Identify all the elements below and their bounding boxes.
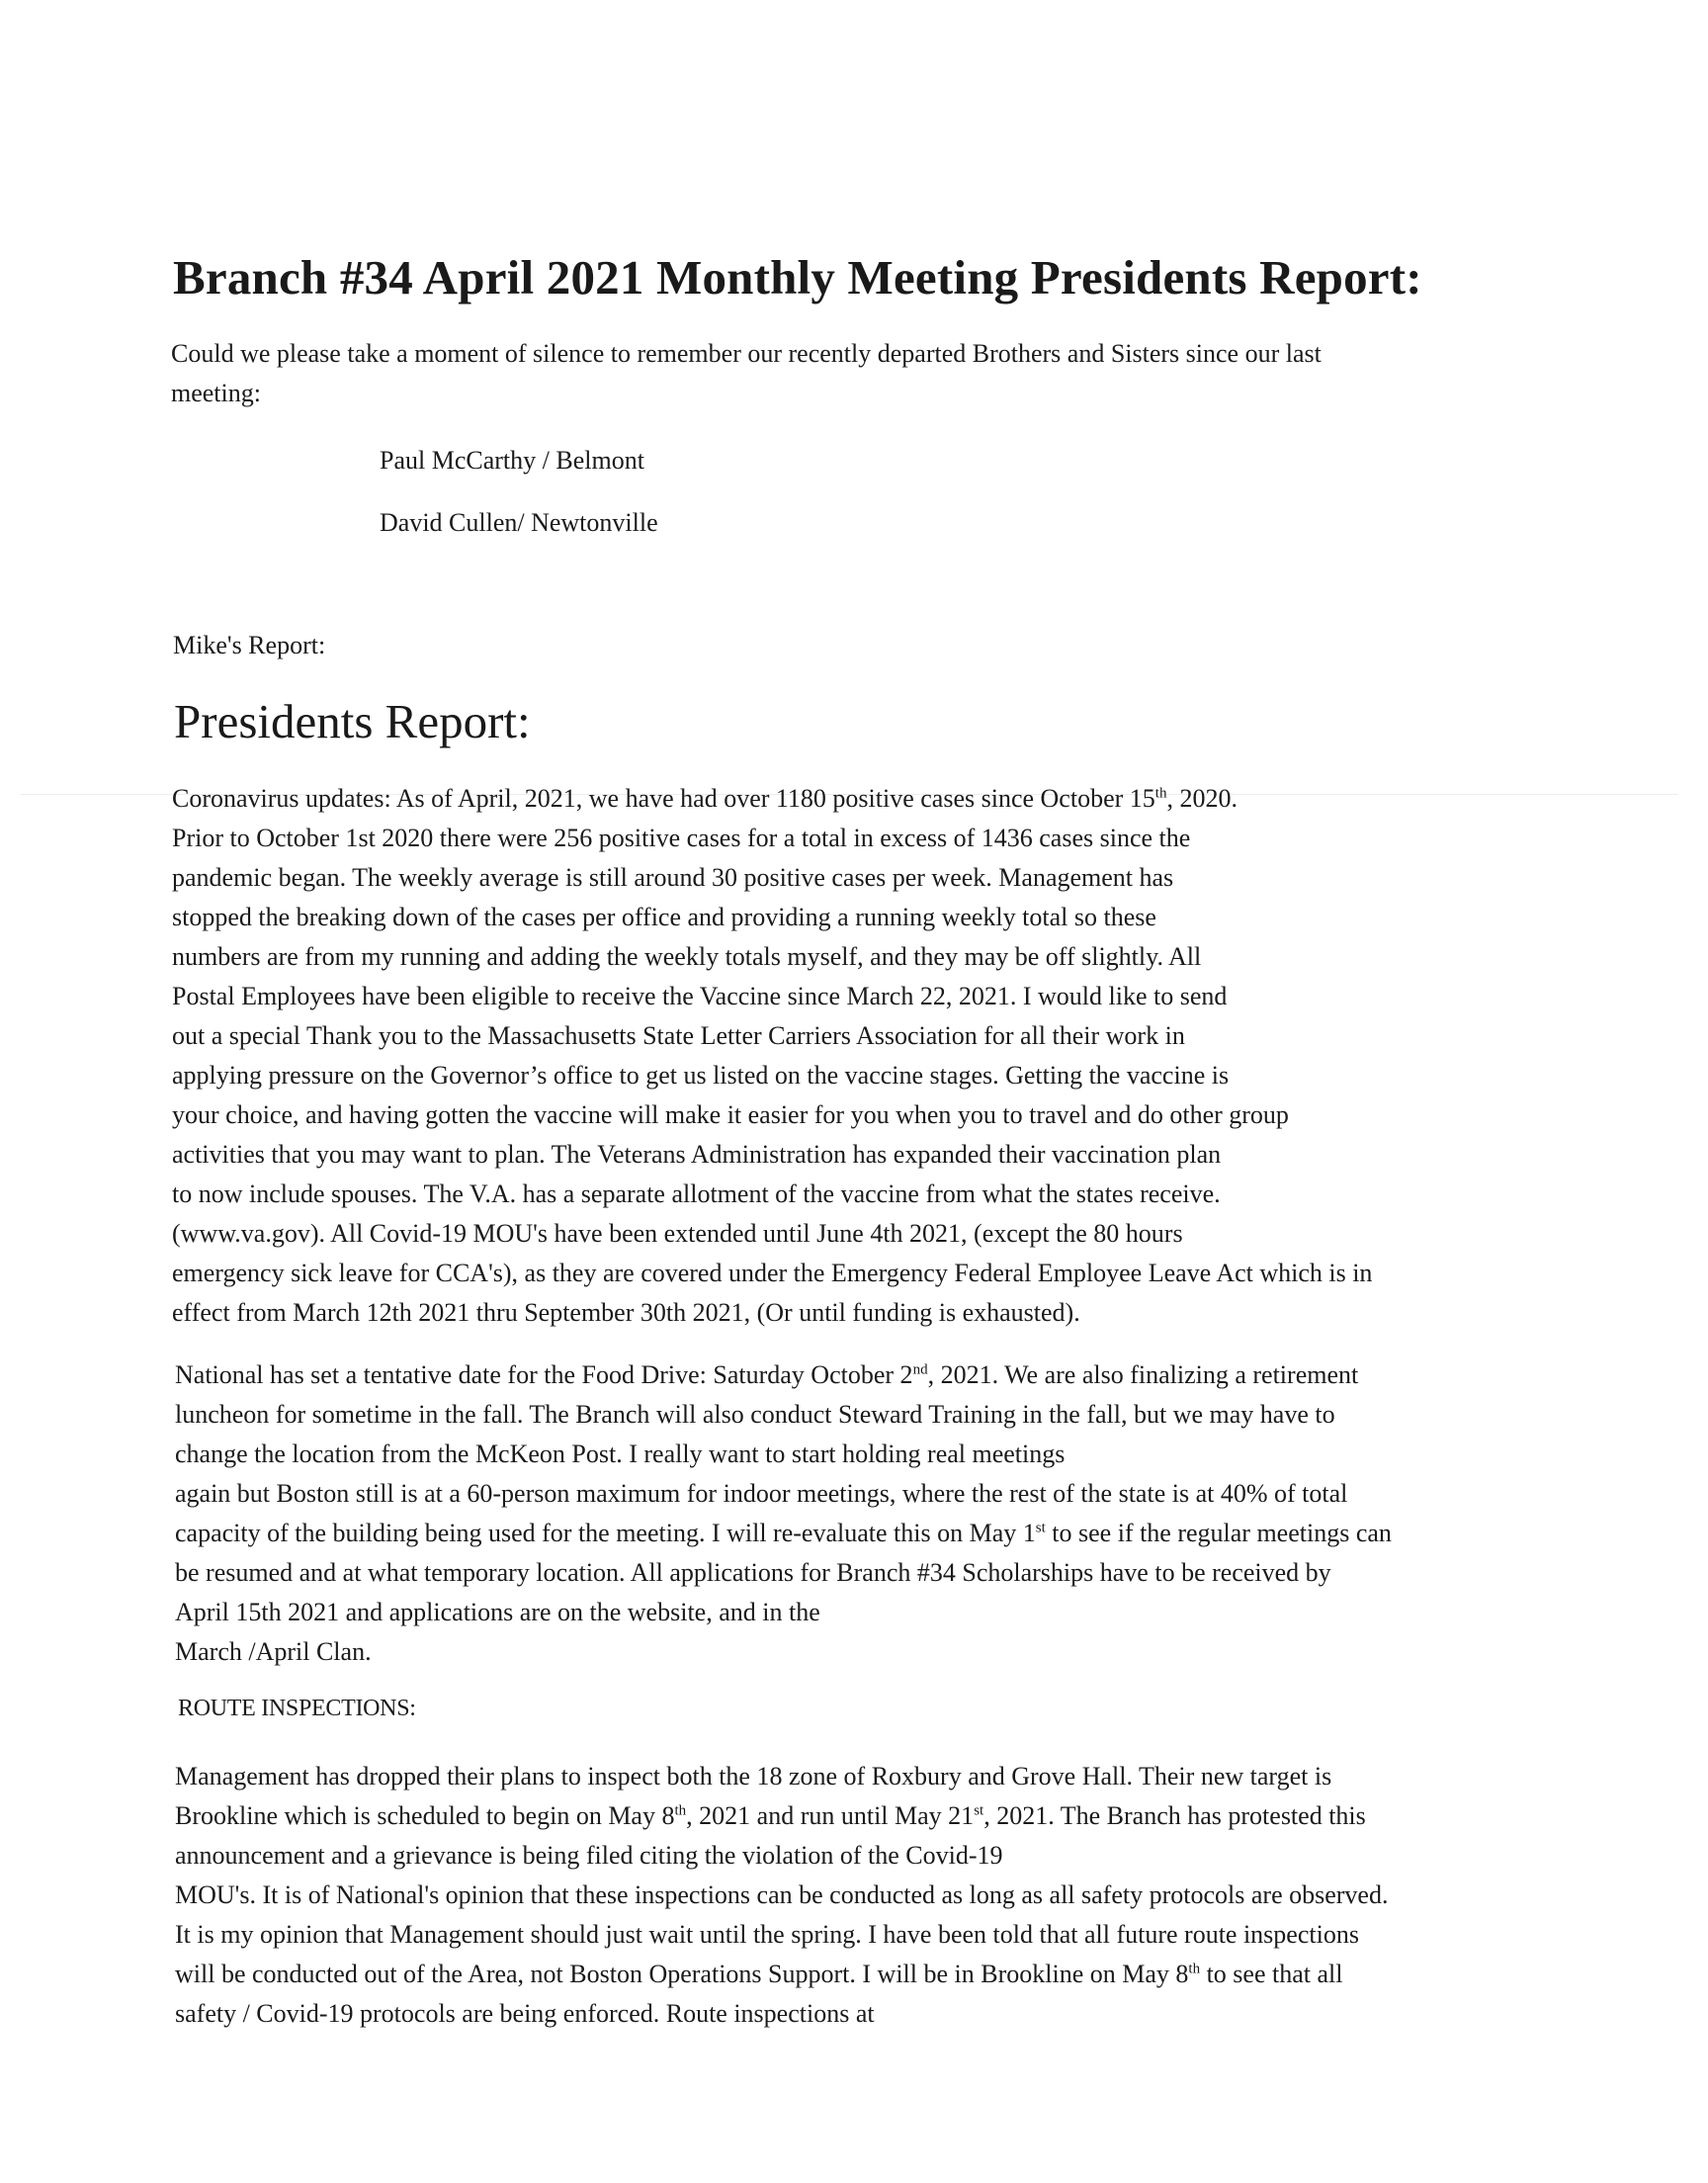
line-text: applying pressure on the Governor’s office to get us listed on the vaccine stages. Getting the vaccine is [172,1061,1230,1090]
report-title: Branch #34 April 2021 Monthly Meeting Presidents Report: [173,250,1422,305]
line-text: to now include spouses. The V.A. has a separate allotment of the vaccine from what the states receive. [172,1179,1221,1208]
paragraph-line [172,1293,1372,1333]
paragraph-line [172,1175,1372,1214]
line-text: pandemic began. The weekly average is still around 30 positive cases per week. Management has [172,863,1174,892]
line-text: emergency sick leave for CCA's), as they are covered under the Emergency Federal Employee Leave Act which is in [172,1259,1373,1287]
silence-paragraph [171,334,1322,413]
ordinal-suffix: th [1154,785,1167,802]
ordinal-suffix: nd [912,1361,928,1378]
line-text: again but Boston still is at a 60-person maximum for indoor meetings, where the rest of the state is at 40% of total [175,1479,1348,1508]
line-text: be resumed and at what temporary location. All applications for Branch #34 Scholarships have to be received by [175,1558,1331,1587]
paragraph-line [175,1474,1392,1514]
line-text: luncheon for sometime in the fall. The Branch will also conduct Steward Training in the fall, but we may have to [175,1400,1335,1429]
line-text: National has set a tentative date for the Food Drive: Saturday October 2 [175,1360,913,1389]
line-text: change the location from the McKeon Post. I really want to start holding real meetings [175,1440,1066,1468]
paragraph-line [172,977,1372,1016]
line-text: , 2021 and run until May 21 [686,1801,975,1830]
food-drive-paragraph [175,1355,1392,1672]
departed-name: Paul McCarthy / Belmont [380,446,644,475]
line-text: stopped the breaking down of the cases per office and providing a running weekly total so these [172,903,1156,931]
paragraph-line [175,1836,1388,1876]
paragraph-line [175,1395,1392,1435]
mikes-report-label: Mike's Report: [173,631,326,659]
paragraph-line [172,1056,1372,1095]
paragraph-line [172,937,1372,977]
paragraph-line [175,1514,1392,1553]
paragraph-line [175,1593,1392,1632]
line-text: out a special Thank you to the Massachusetts State Letter Carriers Association for all their work in [172,1021,1185,1050]
ordinal-suffix: st [1035,1520,1046,1536]
ordinal-suffix: th [1188,1961,1201,1977]
line-text: to see that all [1200,1960,1343,1988]
paragraph-line [172,779,1372,819]
line-text: to see if the regular meetings can [1045,1519,1392,1547]
line-text: will be conducted out of the Area, not Boston Operations Support. I will be in Brookline on May 8 [175,1960,1189,1988]
line-text: capacity of the building being used for the meeting. I will re-evaluate this on May 1 [175,1519,1036,1547]
line-text: MOU's. It is of National's opinion that these inspections can be conducted as long as all safety protocols are observed. [175,1880,1389,1909]
line-text: Management has dropped their plans to inspect both the 18 zone of Roxbury and Grove Hall. Their new target is [175,1762,1332,1790]
paragraph-line [175,1435,1392,1474]
line-text: announcement and a grievance is being filed citing the violation of the Covid-19 [175,1841,1003,1870]
paragraph-line [175,1915,1388,1955]
line-text: , 2021. We are also finalizing a retirement [927,1360,1359,1389]
paragraph-line [172,819,1372,858]
line-text: effect from March 12th 2021 thru September 30th 2021, (Or until funding is exhausted). [172,1298,1080,1327]
line-text: Postal Employees have been eligible to receive the Vaccine since March 22, 2021. I would like to send [172,982,1228,1010]
silence-line: meeting: [171,379,261,407]
ordinal-suffix: st [974,1802,984,1819]
paragraph-line [175,1796,1388,1836]
line-text: Prior to October 1st 2020 there were 256 positive cases for a total in excess of 1436 cases since the [172,824,1191,852]
line-text: March /April Clan. [175,1637,372,1666]
paragraph-line [175,1355,1392,1395]
route-inspections-paragraph [175,1757,1388,2034]
section-title: Presidents Report: [174,694,531,748]
ordinal-suffix: th [674,1802,687,1819]
route-inspections-heading: ROUTE INSPECTIONS: [178,1696,416,1721]
line-text: numbers are from my running and adding the weekly totals myself, and they may be off slightly. All [172,942,1202,971]
paragraph-line [175,1994,1388,2034]
line-text: (www.va.gov). All Covid-19 MOU's have been extended until June 4th 2021, (except the 80 hours [172,1219,1183,1248]
paragraph-line [172,898,1372,937]
departed-list [380,441,658,543]
paragraph-line [172,1095,1372,1135]
paragraph-line [175,1955,1388,1994]
paragraph-line [175,1632,1392,1672]
silence-line: Could we please take a moment of silence to remember our recently departed Brothers and Sisters since our last [171,339,1322,368]
line-text: , 2020. [1166,784,1238,813]
line-text: It is my opinion that Management should just wait until the spring. I have been told that all future route inspections [175,1920,1359,1949]
paragraph-line [175,1757,1388,1796]
line-text: Coronavirus updates: As of April, 2021, we have had over 1180 positive cases since October 15 [172,784,1155,813]
paragraph-line [172,858,1372,898]
line-text: Brookline which is scheduled to begin on May 8 [175,1801,675,1830]
line-text: safety / Covid-19 protocols are being enforced. Route inspections at [175,1999,875,2028]
paragraph-line [172,1016,1372,1056]
line-text: April 15th 2021 and applications are on the website, and in the [175,1598,820,1626]
paragraph-line [172,1214,1372,1254]
paragraph-line [172,1254,1372,1293]
line-text: your choice, and having gotten the vaccine will make it easier for you when you to travel and do other group [172,1100,1289,1129]
line-text: activities that you may want to plan. The Veterans Administration has expanded their vaccination plan [172,1140,1222,1169]
coronavirus-paragraph [172,779,1372,1333]
paragraph-line [175,1876,1388,1915]
paragraph-line [172,1135,1372,1175]
departed-name: David Cullen/ Newtonville [380,508,658,537]
line-text: , 2021. The Branch has protested this [983,1801,1366,1830]
paragraph-line [175,1553,1392,1593]
